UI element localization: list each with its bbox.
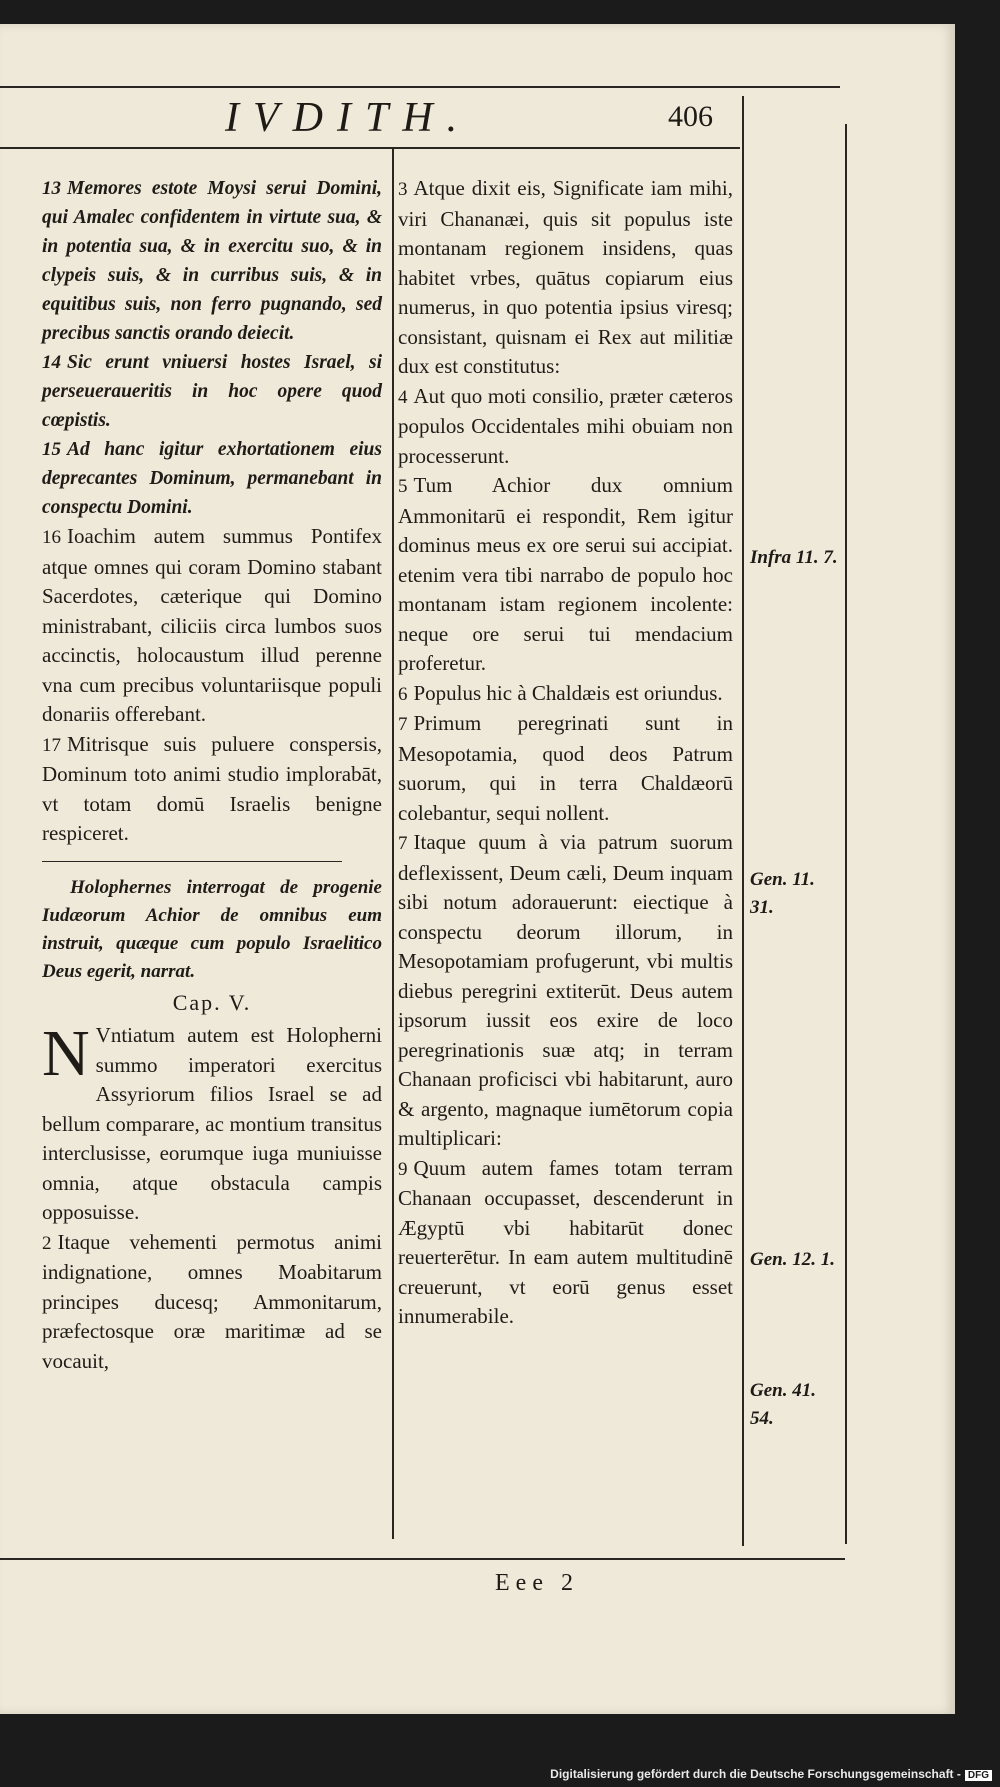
chapter-summary: Holophernes interrogat de progenie Iudæorum Achior de omnibus eum instruit, quæque cum populo Israelitico Deus egerit, narrat. bbox=[42, 876, 382, 982]
dfg-logo: DFG bbox=[965, 1770, 992, 1781]
signature-mark: Eee 2 bbox=[495, 1570, 579, 1596]
book-page bbox=[0, 24, 955, 1714]
margin-note-gen-12: Gen. 12. 1. bbox=[750, 1249, 835, 1270]
verse-4: 4 Aut quo moti consilio, præter cæteros populos Occidentales mihi obuiam non processerunt. bbox=[398, 383, 733, 468]
verse-7a: 7 Primum peregrinati sunt in Mesopotamia, quod deos Patrum suorum, qui in terra Chaldæorū colebantur, sequi nollent. bbox=[398, 711, 733, 825]
running-title: IVDITH. bbox=[225, 95, 472, 141]
margin-note-infra: Infra 11. 7. bbox=[750, 547, 838, 568]
header-rule-top bbox=[0, 86, 840, 88]
verse-3: 3 Atque dixit eis, Significate iam mihi, viri Chananæi, quis sit populus iste montanam regionem insidens, quas habitet vrbes, quātus copiarum eius numerus, in quo potentia ipsius viresq; consistant, quisnam ei Rex aut militiæ dux est constitutus: bbox=[398, 176, 733, 378]
column-divider bbox=[392, 149, 394, 1539]
drop-cap: N bbox=[42, 1017, 90, 1090]
margin-note-gen-11: Gen. 11. 31. bbox=[750, 869, 815, 918]
verse-7b: 7 Itaque quum à via patrum suorum deflexissent, Deum cæli, Deum inquam sibi notum adorauerunt: eiectique à conspectu deorum illorum, in Mesopotamiam profugerunt, vbi multis diebus peregrini extiterūt. Deus autem ipsorum iussit eos exire de loco peregrinationis suæ atq; in terram Chanaan proficisci vbi habitarunt, auro & argento, magnaque iumētorum copia multiplicari: bbox=[398, 830, 733, 1150]
left-column bbox=[42, 174, 382, 1376]
footer-rule bbox=[0, 1558, 845, 1560]
verse-9: 9 Quum autem fames totam terram Chanaan occupasset, descenderunt in Ægyptū vbi habitarūt donec reuerterētur. In eam autem multitudinē creuerunt, vt eorū genus esset innumerabile. bbox=[398, 1155, 733, 1328]
verse-14: 14 Sic erunt vniuersi hostes Israel, si perseueraueritis in hoc opere quod cœpistis. bbox=[42, 352, 382, 431]
outer-rule bbox=[845, 124, 847, 1544]
verse-17: 17 Mitrisque suis puluere conspersis, Dominum toto animi studio implorabāt, vt totam domū Israelis benigne respiceret. bbox=[42, 731, 382, 845]
header-rule-bottom bbox=[0, 147, 740, 149]
right-column bbox=[398, 174, 733, 1332]
margin-note-gen-41: Gen. 41. 54. bbox=[750, 1380, 816, 1429]
verse-5: 5 Tum Achior dux omnium Ammonitarū ei respondit, Rem igitur dominus meus ex ore serui sui accipiat. etenim vera tibi narrabo de populo hoc montanam istam regionem incolente: neque ore serui tui mendacium proferetur. bbox=[398, 473, 733, 675]
page-number: 406 bbox=[668, 100, 713, 133]
chapter-heading: Cap. V. bbox=[172, 989, 252, 1015]
chapter-opening: N Vntiatum autem est Holopherni summo imperatori exercitus Assyriorum filios Israel se ad bellum comparare, ac montium transitus interclusisse, eorumque iuga muniuisse omnia, atque obstacula campis opposuisse. bbox=[42, 1017, 382, 1224]
summary-separator bbox=[42, 861, 342, 862]
verse-13: 13 Memores estote Moysi serui Domini, qui Amalec confidentem in virtute sua, & in potentia sua, & in exercitu suo, & in clypeis suis, & in curribus suis, & in equitibus suis, non ferro pugnando, sed precibus sanctis orando deiecit. bbox=[42, 178, 382, 344]
verse-15: 15 Ad hanc igitur exhortationem eius deprecantes Dominum, permanebant in conspectu Domini. bbox=[42, 439, 382, 518]
verse-2: 2 Itaque vehementi permotus animi indignatione, omnes Moabitarum principes ducesq; Ammonitarum, præfectosque oræ maritimæ ad se vocauit, bbox=[42, 1229, 382, 1373]
margin-rule bbox=[742, 96, 744, 1546]
verse-6: 6 Populus hic à Chaldæis est oriundus. bbox=[398, 680, 723, 705]
digitization-credit: Digitalisierung gefördert durch die Deutsche Forschungsgemeinschaft - DFG bbox=[550, 1767, 992, 1781]
verse-16: 16 Ioachim autem summus Pontifex atque omnes qui coram Domino stabant Sacerdotes, cæterique qui Domino ministrabant, ciliciis circa lumbos suos accinctis, holocaustum illud perenne vna cum precibus voluntariisque populi donariis offerebant. bbox=[42, 524, 382, 726]
